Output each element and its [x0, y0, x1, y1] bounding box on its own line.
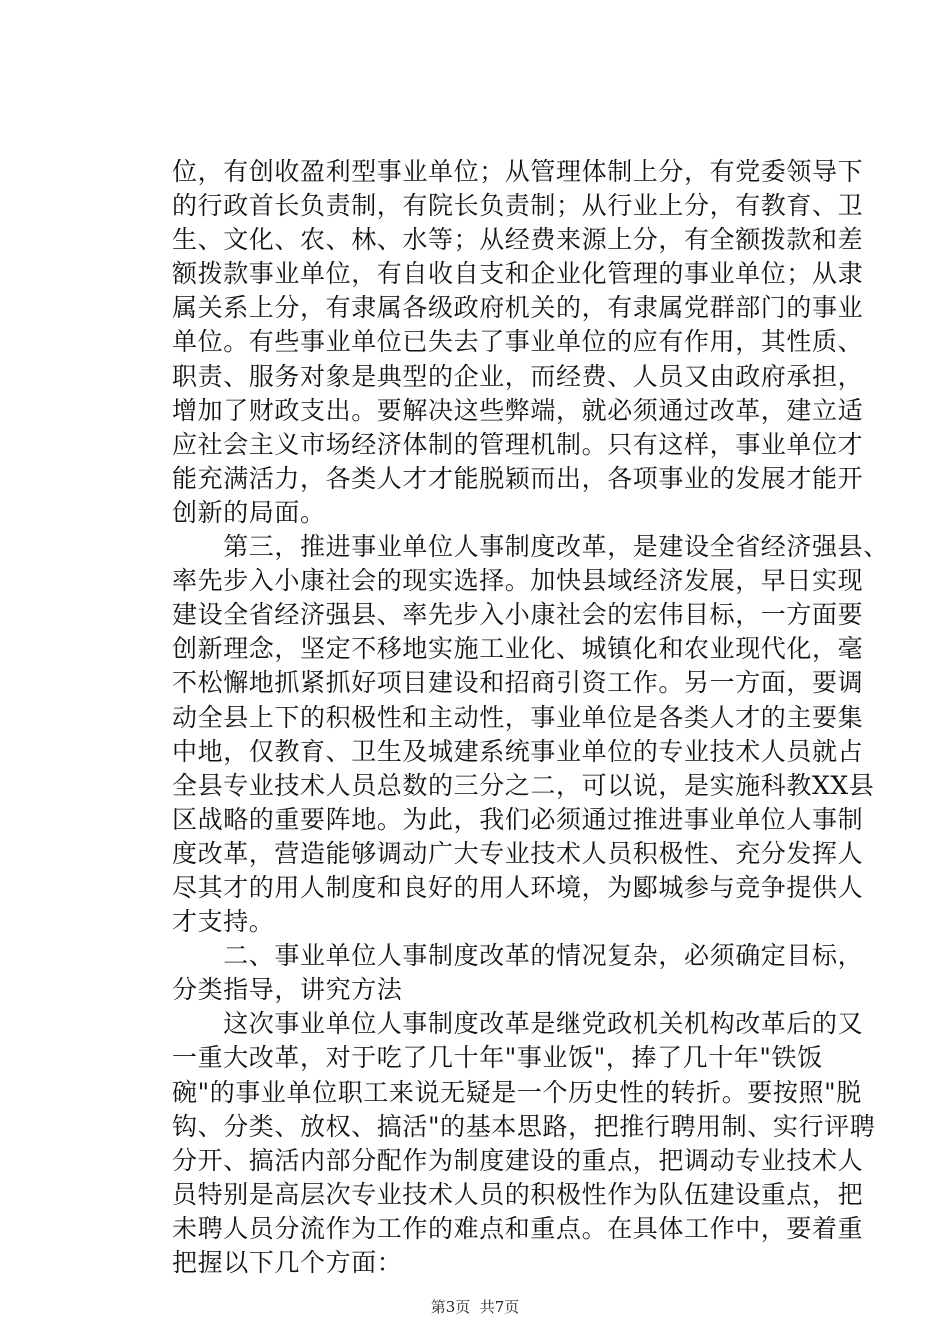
text-line: 把握以下几个方面：: [172, 1248, 403, 1277]
text-line: 区战略的重要阵地。为此，我们必须通过推进事业单位人事制: [172, 804, 864, 834]
page-number-label: 第3页 共7页: [430, 1298, 520, 1316]
text-line: 率先步入小康社会的现实选择。加快县域经济发展，早日实现: [172, 566, 864, 596]
text-line: 创新理念，坚定不移地实施工业化、城镇化和农业现代化，毫: [172, 634, 864, 664]
text-line: 碗"的事业单位职工来说无疑是一个历史性的转折。要按照"脱: [172, 1077, 862, 1107]
text-line: 位，有创收盈利型事业单位；从管理体制上分，有党委领导下: [172, 157, 864, 186]
text-line: 这次事业单位人事制度改革是继党政机关机构改革后的又: [172, 1009, 864, 1039]
section-heading-line: 分类指导，讲究方法: [172, 975, 403, 1005]
text-line: 度改革，营造能够调动广大专业技术人员积极性、充分发挥人: [172, 838, 864, 868]
text-line: 应社会主义市场经济体制的管理机制。只有这样，事业单位才: [172, 429, 864, 459]
text-line: 生、文化、农、林、水等；从经费来源上分，有全额拨款和差: [172, 225, 864, 255]
text-line: 才支持。: [172, 907, 275, 937]
text-line: 未聘人员分流作为工作的难点和重点。在具体工作中，要着重: [172, 1213, 864, 1243]
text-line: 的行政首长负责制，有院长负责制；从行业上分，有教育、卫: [172, 191, 864, 221]
text-line: 动全县上下的积极性和主动性，事业单位是各类人才的主要集: [172, 702, 864, 732]
text-line: 分开、搞活内部分配作为制度建设的重点，把调动专业技术人: [172, 1145, 864, 1175]
text-line: 全县专业技术人员总数的三分之二，可以说，是实施科教XX县: [172, 770, 875, 800]
text-line: 能充满活力，各类人才才能脱颖而出，各项事业的发展才能开: [172, 463, 864, 493]
text-line: 职责、服务对象是典型的企业，而经费、人员又由政府承担，: [172, 361, 864, 391]
text-line: 属关系上分，有隶属各级政府机关的，有隶属党群部门的事业: [172, 293, 864, 323]
text-line: 额拨款事业单位，有自收自支和企业化管理的事业单位；从隶: [172, 259, 864, 289]
text-line: 中地，仅教育、卫生及城建系统事业单位的专业技术人员就占: [172, 736, 864, 766]
text-line: 单位。有些事业单位已失去了事业单位的应有作用，其性质、: [172, 327, 864, 357]
text-line: 建设全省经济强县、率先步入小康社会的宏伟目标，一方面要: [172, 600, 864, 630]
section-heading-line: 二、事业单位人事制度改革的情况复杂，必须确定目标，: [172, 941, 864, 971]
text-line: 不松懈地抓紧抓好项目建设和招商引资工作。另一方面，要调: [172, 668, 864, 698]
text-line: 钩、分类、放权、搞活"的基本思路，把推行聘用制、实行评聘: [172, 1111, 876, 1141]
text-line: 尽其才的用人制度和良好的用人环境，为郾城参与竞争提供人: [172, 872, 864, 902]
text-line: 第三，推进事业单位人事制度改革，是建设全省经济强县、: [172, 532, 889, 562]
text-line: 一重大改革，对于吃了几十年"事业饭"，捧了几十年"铁饭: [172, 1043, 823, 1073]
page-footer: [0, 1297, 950, 1317]
text-line: 创新的局面。: [172, 497, 326, 527]
document-body: [172, 155, 889, 1280]
text-line: 增加了财政支出。要解决这些弊端，就必须通过改革，建立适: [172, 395, 864, 425]
text-line: 员特别是高层次专业技术人员的积极性作为队伍建设重点，把: [172, 1179, 864, 1209]
